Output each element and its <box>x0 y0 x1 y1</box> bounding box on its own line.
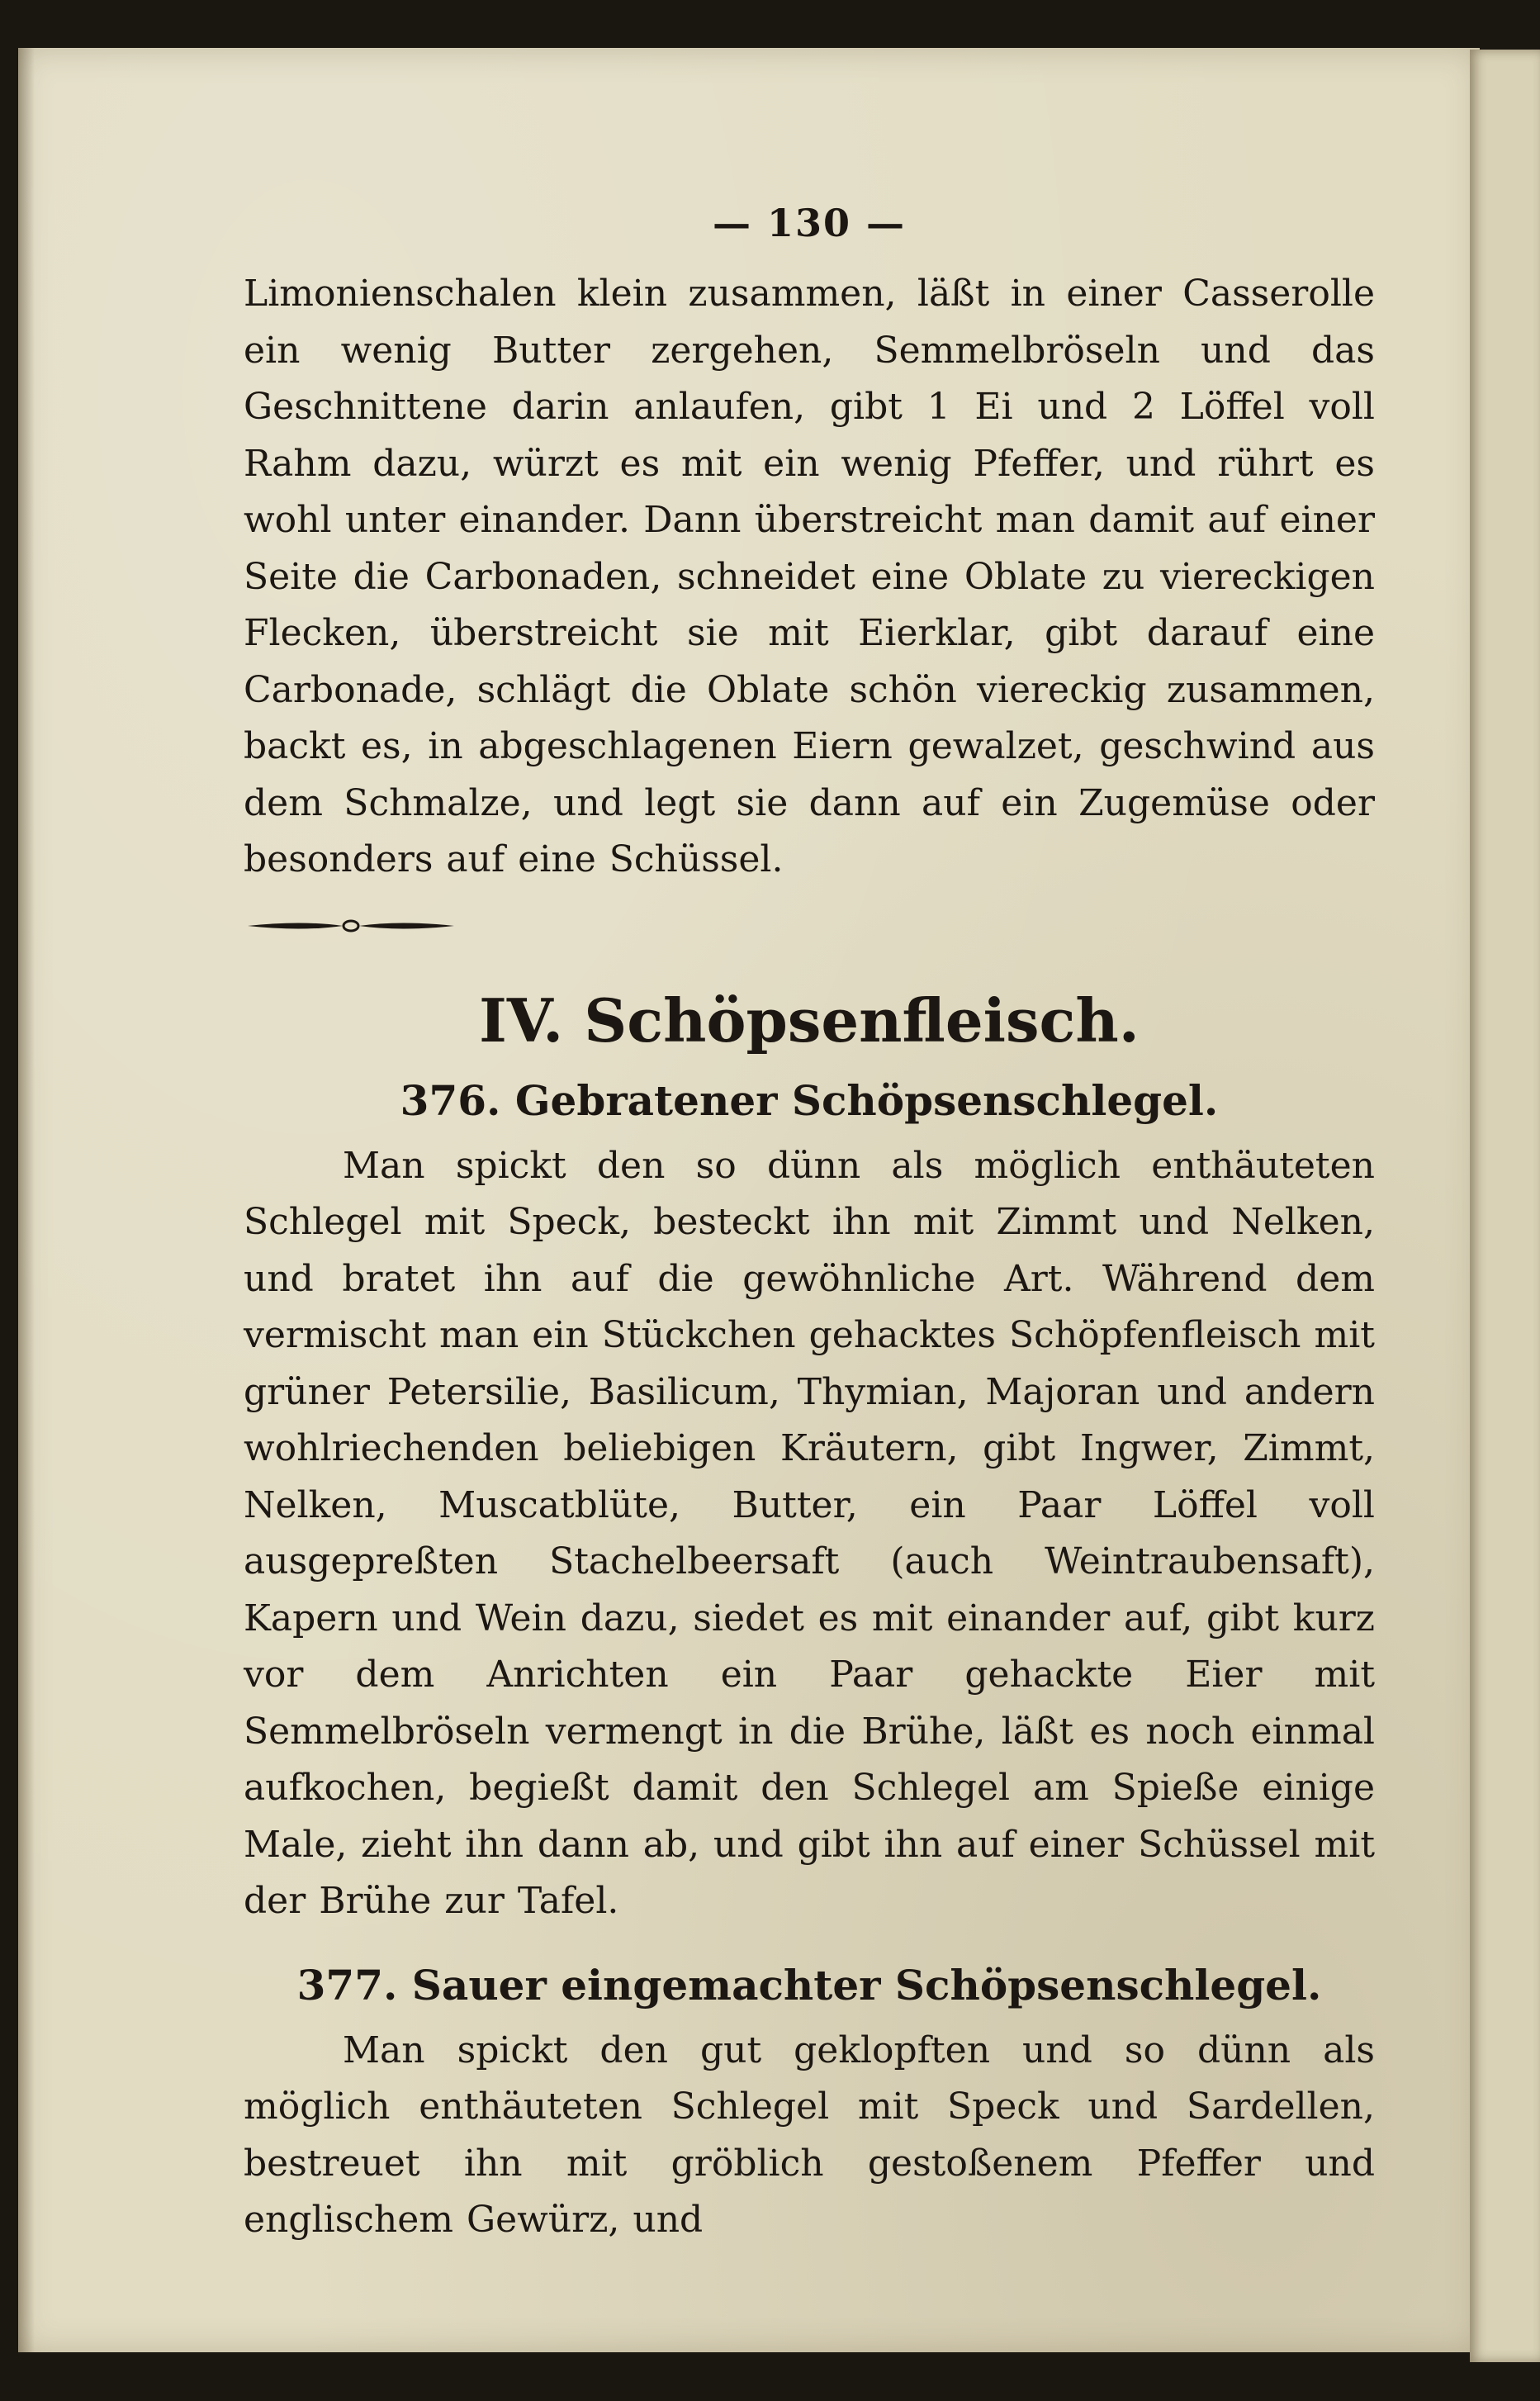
recipe-376-title: 376. Gebratener Schöpsenschlegel. <box>400 1075 1219 1125</box>
recipe-376-text: Man spickt den so dünn als möglich enthäuteten Schlegel mit Speck, besteckt ihn mit Zimmt und Nelken, und bratet ihn auf die gewöhnliche Art. Während dem vermischt man ein Stückchen gehacktes Schöpfenfleisch mit grüner Petersilie, Basilicum, Thymian, Majoran und andern wohlriechenden beliebigen Kräutern, gibt Ingwer, Zimmt, Nelken, Muscatblüte, Butter, ein Paar Löffel voll ausgepreßten Stachelbeersaft (auch Weintraubensaft), Kapern und Wein dazu, siedet es mit einander auf, gibt kurz vor dem Anrichten ein Paar gehackte Eier mit Semmelbröseln vermengt in die Brühe, läßt es noch einmal aufkochen, begießt damit den Schlegel am Spieße einige Male, zieht ihn dann ab, und gibt ihn auf einer Schüssel mit der Brühe zur Tafel. <box>244 1144 1375 1922</box>
intro-paragraph: Limonienschalen klein zusammen, läßt in einer Casserolle ein wenig Butter zergehen, Semmelbröseln und das Geschnittene darin anlaufen, gibt 1 Ei und 2 Löffel voll Rahm dazu, würzt es mit ein wenig Pfeffer, und rührt es wohl unter einander. Dann überstreicht man damit auf einer Seite die Carbonaden, schneidet eine Oblate zu viereckigen Flecken, überstreicht sie mit Eierklar, gibt darauf eine Carbonade, schlägt die Oblate schön viereckig zusammen, backt es, in abgeschlagenen Eiern gewalzet, geschwind aus dem Schmalze, und legt sie dann auf ein Zugemüse oder besonders auf eine Schüssel. <box>244 273 1375 880</box>
section-title: IV. Schöpsenfleisch. <box>479 985 1140 1056</box>
recipe-377-text: Man spickt den gut geklopften und so dünn als möglich enthäuteten Schlegel mit Speck und Sardellen, bestreuet ihn mit gröblich gestoßenem Pfeffer und englischem Gewürz, und <box>244 2029 1375 2241</box>
next-page-edge <box>1470 50 1540 2362</box>
page-number: — 130 — <box>712 201 907 245</box>
page-text <box>244 198 1375 2249</box>
ornament-divider <box>244 913 458 938</box>
recipe-377-title: 377. Sauer eingemachter Schöpsenschlegel. <box>296 1960 1322 2010</box>
binding-shadow <box>18 48 35 2352</box>
